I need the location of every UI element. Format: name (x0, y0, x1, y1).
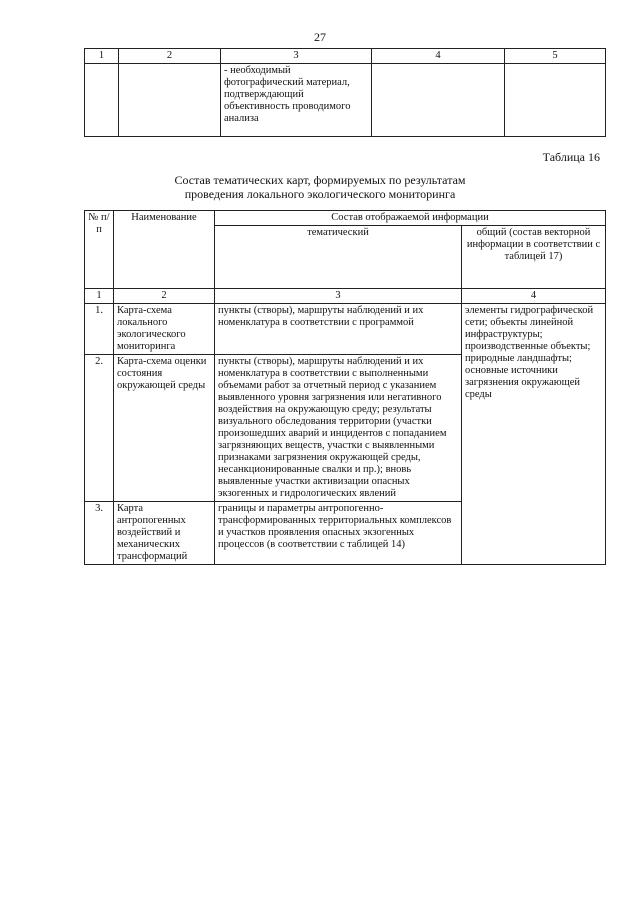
continued-table (84, 48, 606, 137)
col-number: 3 (215, 289, 462, 304)
header-thematic: тематический (215, 226, 462, 289)
table-cell: - необходимый фотографический материал, подтверждающий объективность проводимого анализа (221, 64, 372, 137)
row-name: Карта антропогенных воздействий и механических трансформаций (114, 502, 215, 565)
table-cell (372, 64, 505, 137)
row-name: Карта-схема локального экологического мониторинга (114, 304, 215, 355)
header-num: № п/п (85, 211, 114, 289)
row-num: 1. (85, 304, 114, 355)
caption-line: Состав тематических карт, формируемых по результатам (174, 173, 466, 187)
header-info: Состав отображаемой информации (215, 211, 606, 226)
table-row (85, 64, 606, 137)
page-number: 27 (314, 30, 326, 44)
table-row (85, 304, 606, 355)
col-header: 5 (505, 49, 606, 64)
column-number-row (85, 289, 606, 304)
table-label: Таблица 16 (542, 150, 600, 164)
table-cell (85, 64, 119, 137)
header-name: Наименование (114, 211, 215, 289)
table-header-row (85, 49, 606, 64)
table-cell (119, 64, 221, 137)
thematic-maps-table (84, 210, 606, 565)
row-thematic: границы и параметры антропогенно-трансформированных территориальных комплексов и участков проявления опасных экзогенных процессов (в соответствии с таблицей 14) (215, 502, 462, 565)
row-name: Карта-схема оценки состояния окружающей среды (114, 355, 215, 502)
col-number: 1 (85, 289, 114, 304)
caption-line: проведения локального экологического мониторинга (184, 187, 456, 201)
col-header: 2 (119, 49, 221, 64)
col-header: 3 (221, 49, 372, 64)
header-general: общий (состав векторной информации в соответствии с таблицей 17) (462, 226, 606, 289)
row-thematic: пункты (створы), маршруты наблюдений и их номенклатура в соответствии с выполненными объемами работ за отчетный период с указанием выявленного уровня загрязнения или негативного воздействия на окружающую среду; результаты визуального обследования территории (участки произошедших аварий и инцидентов с попаданием загрязняющих веществ, участки с выявленными признаками загрязнения окружающей среды, несанкционированные свалки и пр.); вновь выявленные участки активизации опасных экзогенных и гидрологических явлений (215, 355, 462, 502)
col-number: 4 (462, 289, 606, 304)
row-thematic: пункты (створы), маршруты наблюдений и их номенклатура в соответствии с программой (215, 304, 462, 355)
col-header: 4 (372, 49, 505, 64)
row-num: 2. (85, 355, 114, 502)
table-cell (505, 64, 606, 137)
col-number: 2 (114, 289, 215, 304)
table-caption (0, 173, 640, 201)
row-num: 3. (85, 502, 114, 565)
general-info: элементы гидрографической сети; объекты линейной инфраструктуры; производственные объекты; природные ландшафты; основные источники загрязнения окружающей среды (462, 304, 606, 565)
table-header-row (85, 211, 606, 226)
col-header: 1 (85, 49, 119, 64)
